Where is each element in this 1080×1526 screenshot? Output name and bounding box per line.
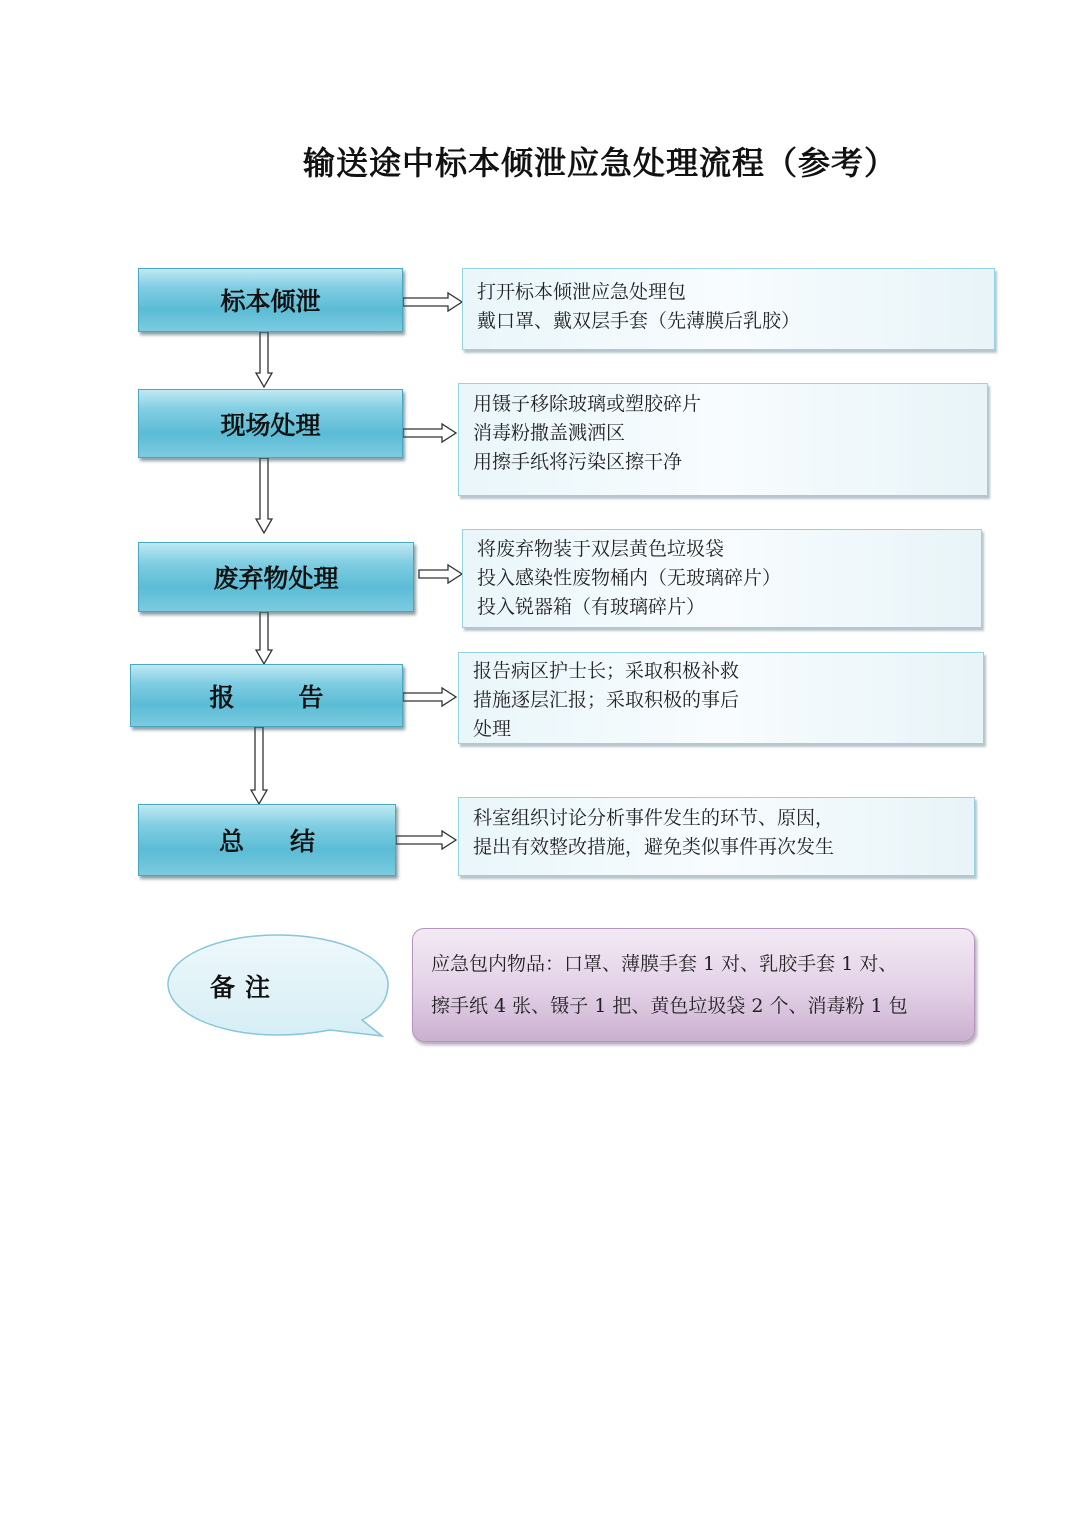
detail-line: 科室组织讨论分析事件发生的环节、原因， — [473, 807, 835, 829]
detail-line: 提出有效整改措施，避免类似事件再次发生 — [473, 836, 835, 858]
step-label: 现场处理 — [220, 410, 321, 440]
detail-line: 打开标本倾泄应急处理包 — [477, 281, 687, 303]
step-label: 废弃物处理 — [213, 564, 339, 593]
step-label-part: 报 — [209, 682, 235, 712]
detail-line: 处理 — [473, 718, 512, 740]
detail-line: 投入锐器箱（有玻璃碎片） — [477, 596, 706, 618]
detail-line: 消毒粉撒盖溅洒区 — [473, 422, 626, 444]
step-label-part: 总 — [218, 827, 244, 856]
page-title: 输送途中标本倾泄应急处理流程（参考） — [302, 144, 897, 182]
note-line: 擦手纸 4 张、镊子 1 把、黄色垃圾袋 2 个、消毒粉 1 包 — [431, 995, 908, 1017]
note-line: 应急包内物品：口罩、薄膜手套 1 对、乳胶手套 1 对、 — [431, 953, 898, 975]
detail-line: 戴口罩、戴双层手套（先薄膜后乳胶） — [477, 310, 801, 332]
note-label: 备注 — [210, 973, 281, 1002]
step-label-part: 告 — [298, 682, 324, 712]
detail-line: 投入感染性废物桶内（无玻璃碎片） — [477, 567, 782, 589]
step-label-part: 结 — [290, 827, 316, 856]
detail-line: 措施逐层汇报；采取积极的事后 — [473, 689, 740, 711]
detail-line: 用擦手纸将污染区擦干净 — [473, 451, 683, 473]
detail-line: 报告病区护士长；采取积极补救 — [473, 660, 740, 682]
detail-line: 用镊子移除玻璃或塑胶碎片 — [473, 393, 702, 415]
step-label: 标本倾泄 — [220, 287, 321, 316]
note-box — [412, 928, 975, 1042]
detail-line: 将废弃物装于双层黄色垃圾袋 — [477, 538, 725, 560]
